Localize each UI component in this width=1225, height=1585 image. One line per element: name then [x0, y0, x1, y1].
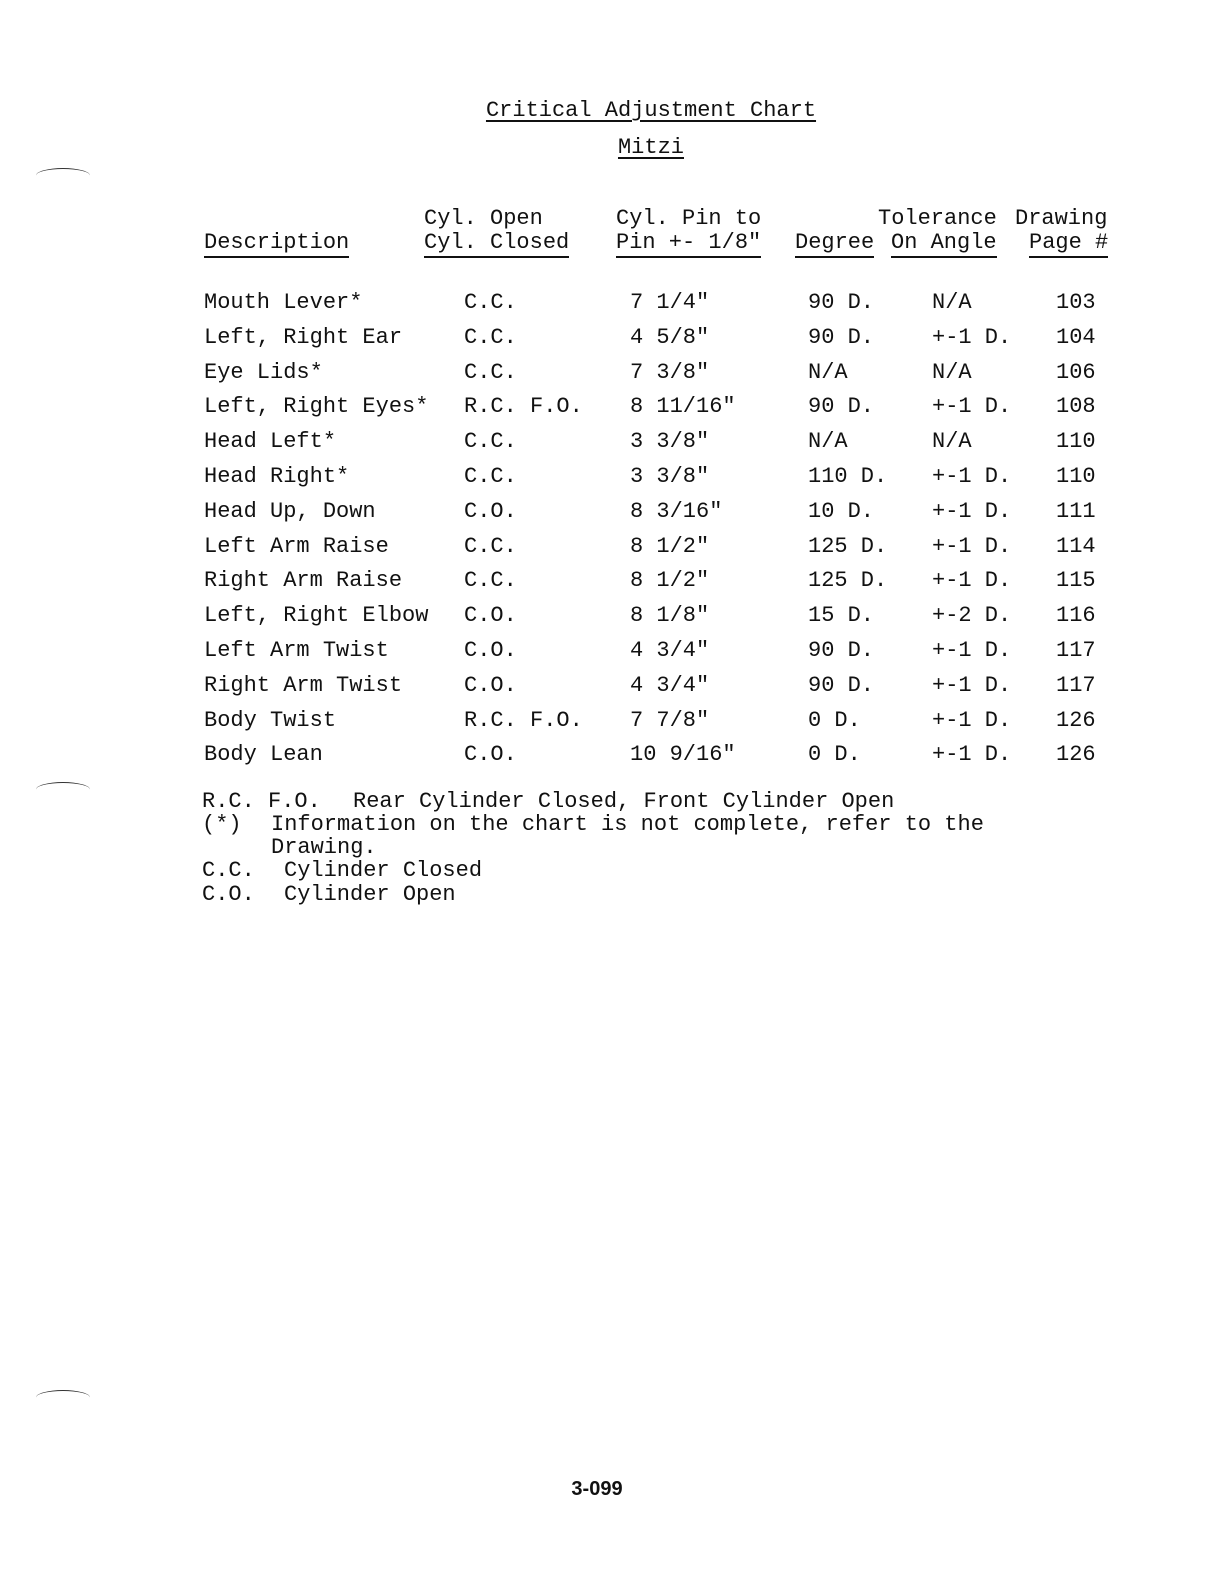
note-key: C.O.	[202, 882, 255, 907]
cell-degree: 90 D.	[808, 290, 875, 315]
cell-tolerance: +-1 D.	[932, 394, 1012, 420]
cell-drawing-page: 117	[1056, 672, 1096, 698]
cell-tolerance: N/A	[932, 290, 972, 315]
binder-hole-mark	[36, 782, 90, 797]
cell-pin-length: 8 1/2"	[630, 568, 710, 594]
cell-description: Left, Right Ear	[204, 324, 403, 350]
header-degree: Degree	[795, 230, 874, 258]
cell-cylinder-state: C.O.	[464, 498, 517, 524]
cell-description: Right Arm Twist	[204, 672, 403, 698]
chart-title: Critical Adjustment Chart	[485, 98, 817, 123]
cell-pin-length: 4 3/4"	[630, 638, 710, 663]
cell-description: Body Twist	[204, 707, 337, 733]
cell-description: Left, Right Eyes*	[204, 394, 429, 420]
cell-drawing-page: 126	[1056, 742, 1096, 768]
cell-tolerance: +-1 D.	[932, 672, 1012, 698]
cell-cylinder-state: C.C.	[464, 324, 517, 350]
cell-drawing-page: 110	[1056, 464, 1096, 489]
cell-cylinder-state: R.C. F.O.	[464, 394, 583, 420]
cell-degree: 90 D.	[808, 324, 875, 350]
header-pin-line2: Pin +- 1/8"	[616, 230, 761, 258]
cell-pin-length: 8 11/16"	[630, 394, 736, 420]
cell-degree: 15 D.	[808, 603, 875, 629]
cell-pin-length: 8 1/8"	[630, 603, 710, 629]
cell-cylinder-state: C.O.	[464, 742, 517, 768]
cell-tolerance: +-1 D.	[932, 638, 1012, 663]
cell-degree: 125 D.	[808, 533, 888, 559]
note-key: R.C. F.O.	[202, 789, 321, 814]
cell-cylinder-state: C.C.	[464, 290, 517, 315]
cell-cylinder-state: R.C. F.O.	[464, 707, 583, 733]
header-tolerance-line1: Tolerance	[878, 206, 997, 231]
cell-description: Head Right*	[204, 464, 350, 489]
cell-cylinder-state: C.C.	[464, 464, 517, 489]
cell-drawing-page: 117	[1056, 638, 1096, 663]
cell-pin-length: 10 9/16"	[630, 742, 736, 768]
cell-cylinder-state: C.O.	[464, 638, 517, 663]
cell-degree: 0 D.	[808, 742, 861, 768]
note-text: Rear Cylinder Closed, Front Cylinder Open	[353, 789, 895, 814]
cell-degree: 90 D.	[808, 638, 875, 663]
cell-drawing-page: 115	[1056, 568, 1096, 594]
cell-drawing-page: 106	[1056, 359, 1096, 385]
cell-degree: 90 D.	[808, 672, 875, 698]
cell-degree: 10 D.	[808, 498, 875, 524]
cell-tolerance: +-2 D.	[932, 603, 1012, 629]
cell-description: Head Up, Down	[204, 498, 376, 524]
chart-subtitle: Mitzi	[617, 135, 684, 160]
cell-pin-length: 4 3/4"	[630, 672, 710, 698]
cell-cylinder-state: C.C.	[464, 359, 517, 385]
page-number: 3-099	[571, 1478, 623, 1500]
cell-cylinder-state: C.O.	[464, 603, 517, 629]
cell-pin-length: 8 1/2"	[630, 533, 710, 559]
cell-drawing-page: 103	[1056, 290, 1096, 315]
cell-cylinder-state: C.C.	[464, 568, 517, 594]
cell-tolerance: N/A	[932, 429, 972, 455]
cell-tolerance: N/A	[932, 359, 972, 385]
cell-drawing-page: 126	[1056, 707, 1096, 733]
cell-pin-length: 3 3/8"	[630, 464, 710, 489]
note-key: (*)	[202, 812, 242, 837]
cell-pin-length: 7 1/4"	[630, 290, 710, 315]
note-text: Cylinder Closed	[284, 858, 483, 883]
cell-description: Left, Right Elbow	[204, 603, 429, 629]
cell-degree: N/A	[808, 429, 848, 455]
note-text-continued: Drawing.	[271, 835, 377, 860]
cell-tolerance: +-1 D.	[932, 707, 1012, 733]
header-drawing-line2: Page #	[1029, 230, 1108, 258]
cell-degree: 90 D.	[808, 394, 875, 420]
cell-pin-length: 4 5/8"	[630, 324, 710, 350]
cell-pin-length: 8 3/16"	[630, 498, 723, 524]
header-cyl-line1: Cyl. Open	[424, 206, 543, 231]
cell-pin-length: 7 3/8"	[630, 359, 710, 385]
note-text: Cylinder Open	[284, 882, 456, 907]
cell-degree: 125 D.	[808, 568, 888, 594]
cell-drawing-page: 110	[1056, 429, 1096, 455]
cell-degree: N/A	[808, 359, 848, 385]
cell-tolerance: +-1 D.	[932, 533, 1012, 559]
cell-degree: 110 D.	[808, 464, 888, 489]
cell-description: Body Lean	[204, 742, 323, 768]
binder-hole-mark	[36, 168, 90, 183]
cell-cylinder-state: C.C.	[464, 429, 517, 455]
cell-drawing-page: 104	[1056, 324, 1096, 350]
cell-description: Left Arm Twist	[204, 638, 389, 663]
cell-pin-length: 3 3/8"	[630, 429, 710, 455]
header-cyl-line2: Cyl. Closed	[424, 230, 569, 258]
note-text: Information on the chart is not complete, refer to the	[271, 812, 984, 837]
header-drawing-line1: Drawing	[1015, 206, 1108, 231]
note-key: C.C.	[202, 858, 255, 883]
cell-tolerance: +-1 D.	[932, 324, 1012, 350]
cell-description: Mouth Lever*	[204, 290, 363, 315]
header-description: Description	[204, 230, 349, 258]
cell-drawing-page: 111	[1056, 498, 1096, 524]
cell-degree: 0 D.	[808, 707, 861, 733]
binder-hole-mark	[36, 1390, 90, 1405]
header-tolerance-line2: On Angle	[891, 230, 997, 258]
cell-tolerance: +-1 D.	[932, 464, 1012, 489]
cell-description: Left Arm Raise	[204, 533, 389, 559]
cell-description: Right Arm Raise	[204, 568, 403, 594]
cell-cylinder-state: C.O.	[464, 672, 517, 698]
cell-description: Head Left*	[204, 429, 337, 455]
cell-drawing-page: 114	[1056, 533, 1096, 559]
cell-tolerance: +-1 D.	[932, 568, 1012, 594]
cell-cylinder-state: C.C.	[464, 533, 517, 559]
cell-tolerance: +-1 D.	[932, 498, 1012, 524]
cell-drawing-page: 116	[1056, 603, 1096, 629]
header-pin-line1: Cyl. Pin to	[616, 206, 762, 231]
cell-pin-length: 7 7/8"	[630, 707, 710, 733]
cell-tolerance: +-1 D.	[932, 742, 1012, 768]
cell-description: Eye Lids*	[204, 359, 323, 385]
cell-drawing-page: 108	[1056, 394, 1096, 420]
